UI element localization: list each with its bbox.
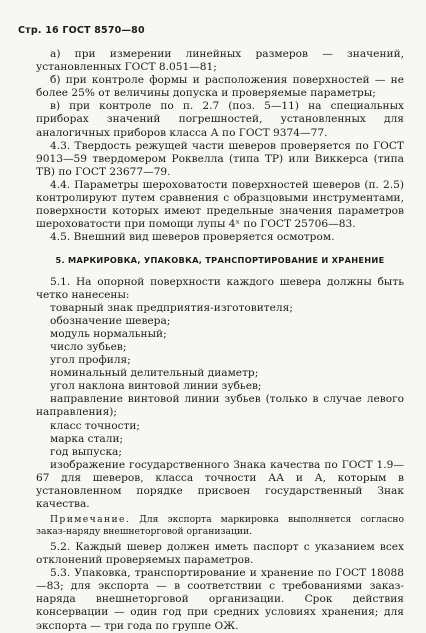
marking-list [36,302,404,512]
paragraph-4-5: 4.5. Внешний вид шеверов проверяется осмотром. [50,231,335,244]
list-item: год выпуска; [50,445,122,458]
item-c: в) при контроле по п. 2.7 (поз. 5—11) на специальных приборах значений погрешностей, установленных для аналогичных приборов класса А по ГОСТ 9374—77. [36,100,404,139]
section-5-title: 5. МАРКИРОВКА, УПАКОВКА, ТРАНСПОРТИРОВАНИЕ И ХРАНЕНИЕ [55,255,385,266]
paragraph-5-1: 5.1. На опорной поверхности каждого шевера должны быть четко нанесены: [36,275,404,301]
list-item: число зубьев; [50,340,127,353]
list-item: номинальный делительный диаметр; [50,367,259,380]
paragraph-5-2: 5.2. Каждый шевер должен иметь паспорт с указанием всех отклонений проверяемых параметров. [36,541,404,567]
note [36,514,404,537]
standard-label: ГОСТ 8570—80 [62,25,145,36]
paragraph-4-3: 4.3. Твердость режущей части шеверов проверяется по ГОСТ 9013—59 твердомером Роквелла (типа ТР) или Виккерса (типа ТВ) по ГОСТ 23677—79. [36,139,404,178]
paragraph-5-3: 5.3. Упаковка, транспортирование и хранение по ГОСТ 18088—83; для экспорта — в соответствии с требованиями заказ-наряда внешнеторговой организации. Срок действия консервации — один год при средних условиях хранения; для экспорта — три года по группе ОЖ. [36,567,404,632]
note-label: Примечание. [50,514,131,526]
list-item: направление винтовой линии зубьев (только в случае левого направления); [36,393,404,419]
list-item: угол профиля; [50,354,131,367]
list-item: угол наклона винтовой линии зубьев; [50,380,262,393]
page-header [18,24,145,37]
list-item: товарный знак предприятия-изготовителя; [50,301,293,314]
item-b: б) при контроле формы и расположения поверхностей — не более 25% от величины допуска и проверяемые параметры; [36,74,404,100]
document-body [36,48,404,633]
list-item: обозначение шевера; [50,314,171,327]
item-a: а) при измерении линейных размеров — значений, установленных ГОСТ 8.051—81; [36,48,404,74]
paragraph-4-4: 4.4. Параметры шероховатости поверхностей шеверов (п. 2.5) контролируют путем сравнения с образцовыми инструментами, поверхности которых имеют предельные значения параметров шероховатости при помощи лупы 4ˣ по ГОСТ 25706—83. [36,178,404,231]
list-item: марка стали; [50,432,124,445]
list-item: изображение государственного Знака качества по ГОСТ 1.9—67 для шеверов, класса точности АА и А, которым в установленном порядке присвоен государственный Знак качества. [36,458,404,511]
page-number-label: Стр. 16 [18,25,59,36]
note-text: Для экспорта маркировка выполняется согласно заказ-наряду внешнеторговой организации. [36,514,404,537]
list-item: модуль нормальный; [50,327,167,340]
list-item: класс точности; [50,419,141,432]
